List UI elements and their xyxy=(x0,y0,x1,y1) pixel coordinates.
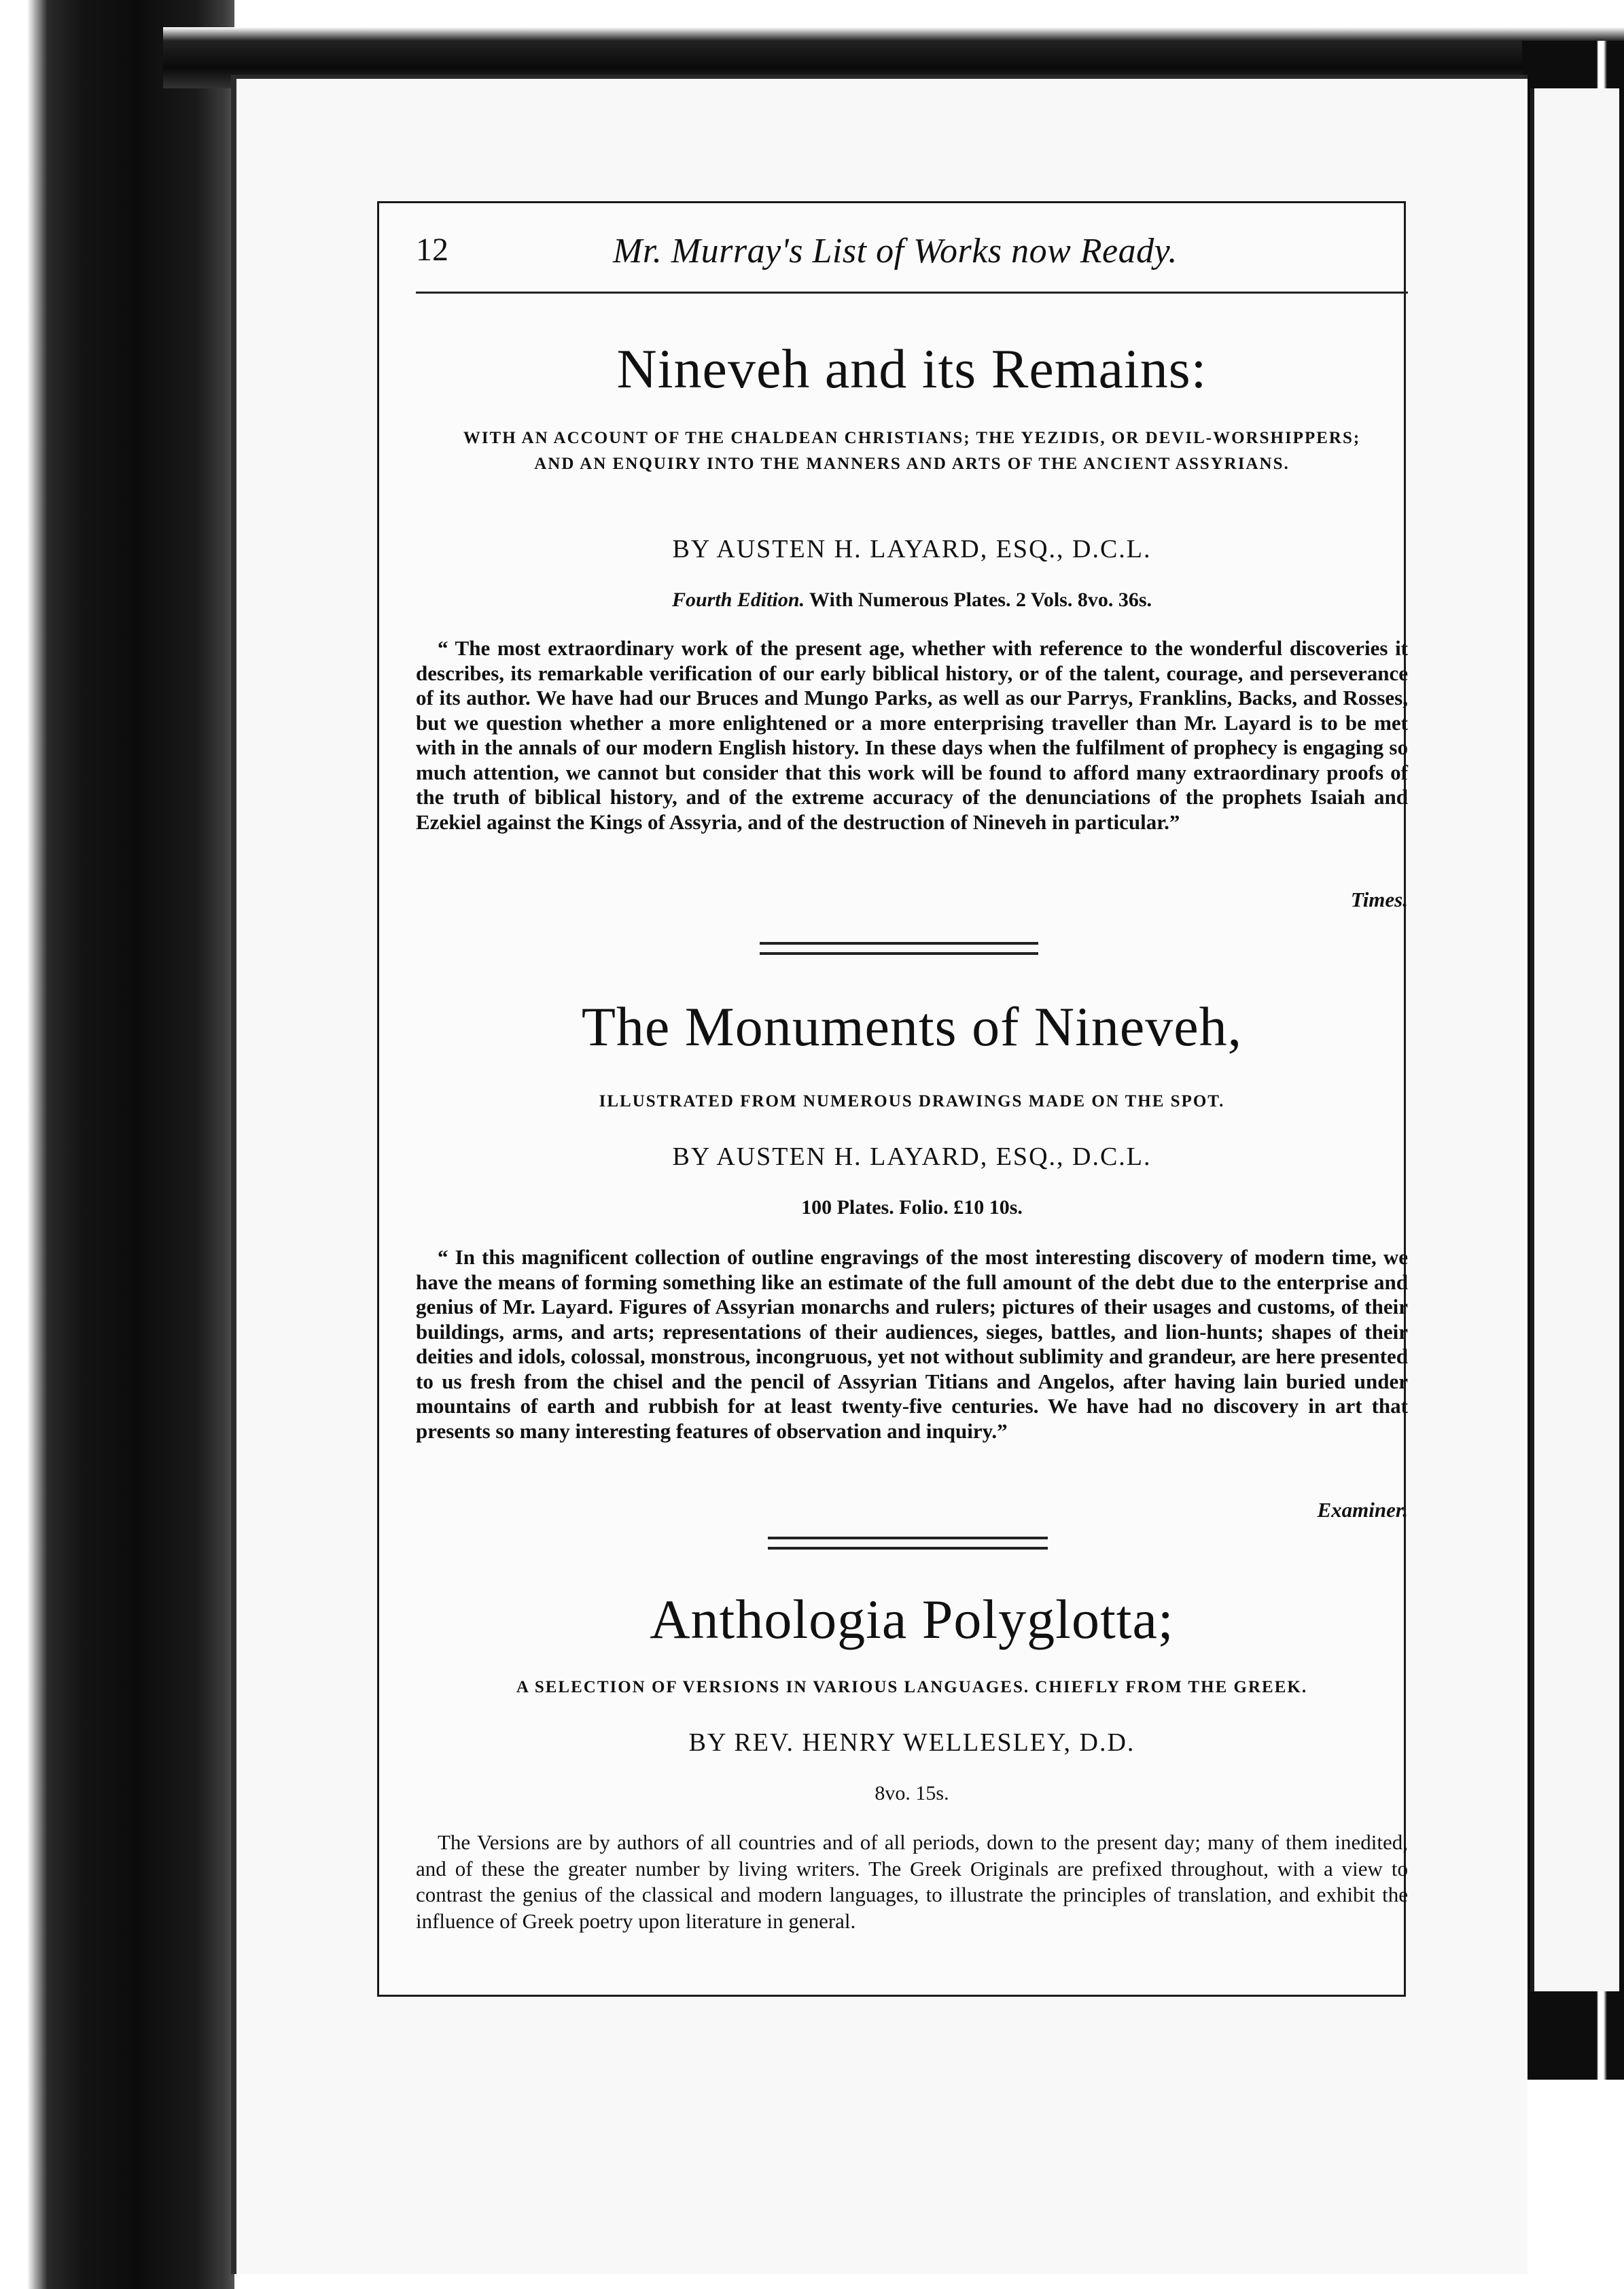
page-number: 12 xyxy=(416,232,448,268)
work-edition: 100 Plates. Folio. £10 10s. xyxy=(801,1196,1023,1219)
work-subtitle: ILLUSTRATED FROM NUMEROUS DRAWINGS MADE ON THE SPOT. xyxy=(599,1092,1225,1111)
work-edition: 8vo. 15s. xyxy=(875,1782,949,1804)
section-divider xyxy=(768,1537,1048,1550)
facing-page-edge xyxy=(1530,88,1619,1991)
review-quote: “ The most extraordinary work of the present age, whether with reference to the wonderful discoveries it describes, its remarkable verification of our early biblical history, or of the talent, courage, and perseverance of its author. We have had our Bruces and Mungo Parks, as well as our Parrys, Franklins, Backs, and Rosses, but we question whether a more enlightened or a more enterprising traveller than Mr. Layard is to be met with in the annals of our modern English history. In these days when the fulfilment of prophecy is engaging so much attention, we cannot but consider that this work will be found to afford many extraordinary proofs of the truth of biblical history, and of the extreme accuracy of the denunciations of the prophets Isaiah and Ezekiel against the Kings of Assyria, and of the destruction of Nineveh in particular.” xyxy=(416,636,1408,834)
page-header xyxy=(416,231,1408,279)
work-subtitle: WITH AN ACCOUNT OF THE CHALDEAN CHRISTIANS; THE YEZIDIS, OR DEVIL-WORSHIPPERS; AND AN ENQUIRY INTO THE MANNERS AND ARTS OF THE ANCIENT ASSYRIANS. xyxy=(463,429,1361,473)
review-source: Times. xyxy=(1350,888,1408,911)
work-author: BY REV. HENRY WELLESLEY, D.D. xyxy=(688,1728,1135,1757)
section-divider xyxy=(760,942,1038,955)
work-description: The Versions are by authors of all countries and of all periods, down to the present day; many of them inedited, and of these the greater number by living writers. The Greek Originals are prefixed throughout, with a view to contrast the genius of the classical and modern languages, to illustrate the principles of translation, and exhibit the influence of Greek poetry upon literature in general. xyxy=(416,1830,1408,1933)
work-author: BY AUSTEN H. LAYARD, ESQ., D.C.L. xyxy=(672,1142,1152,1171)
review-quote: “ In this magnificent collection of outline engravings of the most interesting discovery of modern time, we have the means of forming something like an estimate of the full amount of the debt due to the enterprise and genius of Mr. Layard. Figures of Assyrian monarchs and rulers; pictures of their usages and customs, of their buildings, arms, and arts; representations of their audiences, sieges, battles, and lion-hunts; shapes of their deities and idols, colossal, monstrous, incongruous, yet not without sublimity and grandeur, are here presented to us fresh from the chisel and the pencil of Assyrian Titians and Angelos, after having lain buried under mountains of earth and rubbish for at least twenty-five centuries. We have had no discovery in art that presents so many interesting features of observation and inquiry.” xyxy=(416,1245,1408,1443)
book-binding xyxy=(0,0,234,2289)
work-title: The Monuments of Nineveh, xyxy=(581,996,1243,1058)
work-subtitle: A SELECTION OF VERSIONS IN VARIOUS LANGUAGES. CHIEFLY FROM THE GREEK. xyxy=(516,1678,1308,1696)
work-author: BY AUSTEN H. LAYARD, ESQ., D.C.L. xyxy=(672,535,1152,563)
edition-label: Fourth Edition. xyxy=(671,589,805,611)
review-source: Examiner. xyxy=(1317,1498,1408,1522)
edition-details: With Numerous Plates. 2 Vols. 8vo. 36s. xyxy=(809,589,1152,611)
running-title: Mr. Murray's List of Works now Ready. xyxy=(613,232,1178,270)
work-title: Anthologia Polyglotta; xyxy=(650,1588,1174,1650)
work-title: Nineveh and its Remains: xyxy=(616,338,1207,400)
work-edition xyxy=(416,589,1408,612)
header-rule xyxy=(416,292,1408,294)
